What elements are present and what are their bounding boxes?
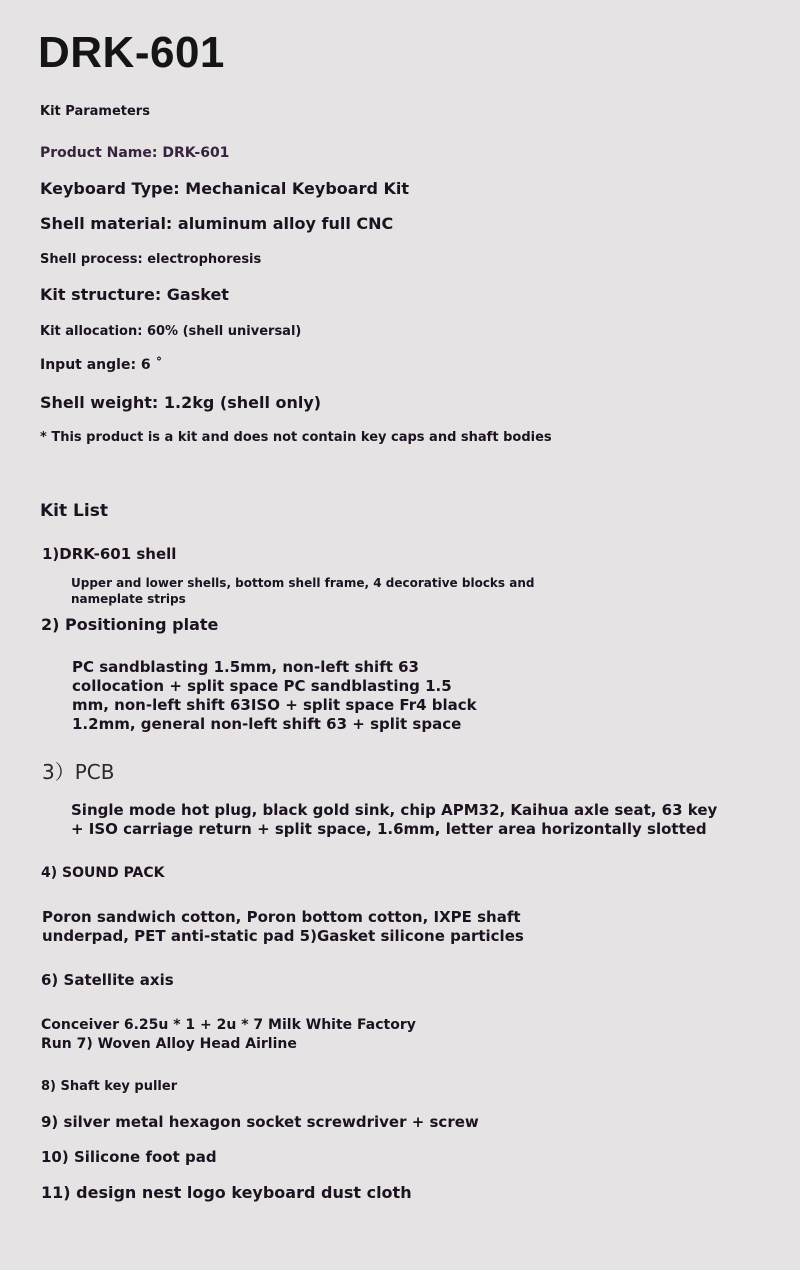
item1-description (71, 575, 534, 607)
item6-description (41, 1016, 416, 1054)
item6-line: Run 7) Woven Alloy Head Airline (41, 1036, 297, 1052)
item3-line: Single mode hot plug, black gold sink, chip APM32, Kaihua axle seat, 63 key (71, 801, 718, 819)
item6-line: Conceiver 6.25u * 1 + 2u * 7 Milk White Factory (41, 1017, 416, 1033)
item4-heading: 4) SOUND PACK (41, 865, 165, 881)
item2-heading: 2) Positioning plate (41, 615, 219, 634)
page-title: DRK-601 (38, 28, 225, 77)
item2-line: collocation + split space PC sandblasting 1.5 (72, 677, 452, 695)
item8: 8) Shaft key puller (41, 1079, 178, 1094)
kit-note: * This product is a kit and does not contain key caps and shaft bodies (40, 430, 552, 445)
item4-line: Poron sandwich cotton, Poron bottom cotton, IXPE shaft (42, 908, 521, 926)
shell-process: Shell process: electrophoresis (40, 252, 262, 267)
item2-line: 1.2mm, general non-left shift 63 + split space (72, 715, 462, 733)
item2-line: mm, non-left shift 63ISO + split space Fr4 black (72, 696, 477, 714)
item3-description (71, 801, 717, 839)
shell-material: Shell material: aluminum alloy full CNC (40, 214, 394, 233)
kit-parameters-heading: Kit Parameters (40, 104, 150, 119)
kit-structure: Kit structure: Gasket (40, 285, 229, 304)
item3-line: + ISO carriage return + split space, 1.6mm, letter area horizontally slotted (71, 820, 707, 838)
item6-heading: 6) Satellite axis (41, 971, 174, 989)
item11: 11) design nest logo keyboard dust cloth (41, 1183, 412, 1202)
item10: 10) Silicone foot pad (41, 1148, 217, 1166)
shell-weight: Shell weight: 1.2kg (shell only) (40, 393, 322, 412)
product-name: Product Name: DRK-601 (40, 145, 230, 161)
item1-heading: 1)DRK-601 shell (42, 545, 177, 563)
item1-line: nameplate strips (71, 592, 186, 606)
item2-line: PC sandblasting 1.5mm, non-left shift 63 (72, 658, 419, 676)
input-angle: Input angle: 6 ˚ (40, 357, 163, 373)
item4-description (42, 908, 524, 946)
keyboard-type: Keyboard Type: Mechanical Keyboard Kit (40, 179, 410, 198)
item4-line: underpad, PET anti-static pad 5)Gasket silicone particles (42, 927, 524, 945)
item1-line: Upper and lower shells, bottom shell frame, 4 decorative blocks and (71, 576, 535, 590)
item9: 9) silver metal hexagon socket screwdriver + screw (41, 1113, 479, 1131)
item2-description (72, 658, 477, 734)
item3-heading: 3）PCB (42, 760, 115, 784)
kit-list-heading: Kit List (40, 501, 108, 521)
kit-allocation: Kit allocation: 60% (shell universal) (40, 324, 302, 339)
